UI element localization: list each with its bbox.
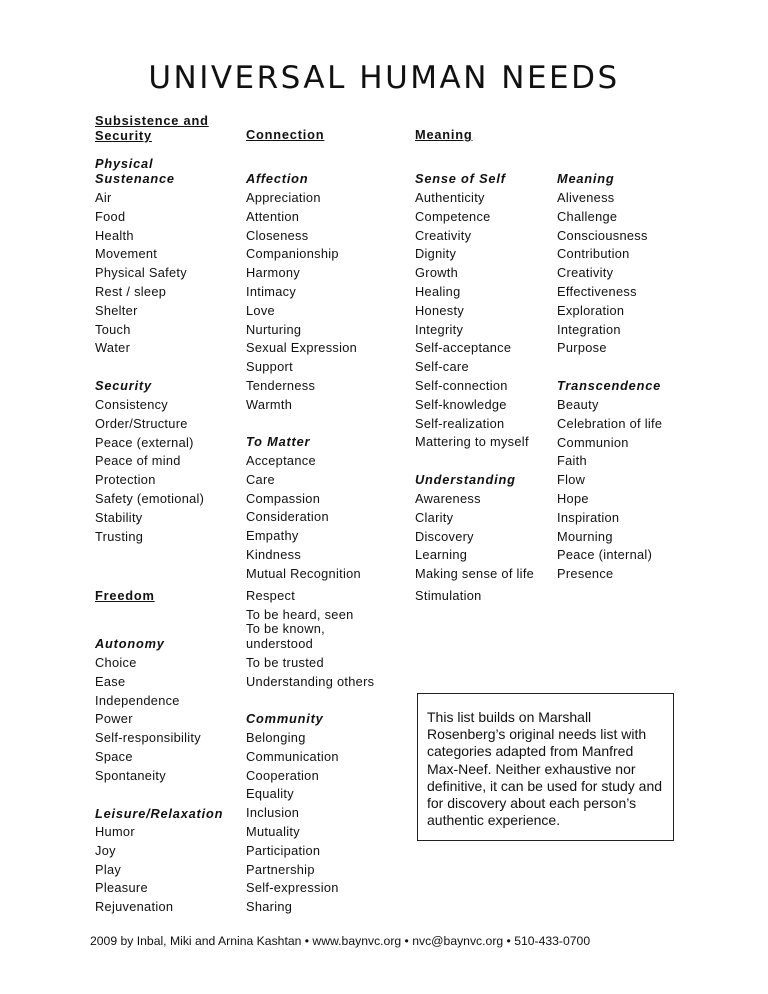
need-item: Authenticity: [415, 190, 485, 205]
need-item: Discovery: [415, 528, 474, 544]
category-label: Security: [95, 378, 152, 393]
need-item: Compassion: [246, 490, 321, 506]
need-item: Mattering to myself: [415, 434, 529, 450]
need-item: Effectiveness: [557, 284, 637, 299]
column-header: Connection: [246, 127, 325, 142]
need-item: Rejuvenation: [95, 899, 174, 915]
need-item: Power: [95, 711, 133, 727]
page-title: UNIVERSAL HUMAN NEEDS: [148, 60, 620, 96]
need-item: Independence: [95, 692, 180, 708]
need-item: Appreciation: [246, 190, 321, 205]
need-item: Faith: [557, 453, 587, 469]
footer: 2009 by Inbal, Miki and Arnina Kashtan • www.baynvc.org • nvc@baynvc.org • 510-433-0700: [90, 934, 591, 948]
need-item: Growth: [415, 265, 459, 281]
note-box: This list builds on Marshall Rosenberg’s original needs list with categories adapted from Manfred Max-Neef. Neither exhaustive nor definitive, it can be used for study and for discovery about each person’s authentic experience.: [417, 693, 674, 841]
need-item: Protection: [95, 472, 156, 488]
need-item: Self-acceptance: [415, 340, 512, 356]
need-item: Peace (external): [95, 434, 194, 450]
category-label: Meaning: [557, 171, 615, 186]
need-item: Dignity: [415, 246, 457, 262]
need-item: Care: [246, 471, 275, 487]
column-header: Security: [95, 128, 152, 143]
need-item: Attention: [246, 208, 300, 224]
need-item: Consciousness: [557, 227, 648, 243]
need-item: Kindness: [246, 547, 302, 562]
need-item: Ease: [95, 673, 126, 689]
category-label: Sense of Self: [415, 171, 506, 186]
need-item: Communion: [557, 434, 629, 450]
need-item: Communication: [246, 748, 339, 764]
need-item: Pleasure: [95, 880, 148, 896]
need-item: To be trusted: [246, 655, 324, 670]
need-item: Equality: [246, 786, 294, 802]
need-item: Challenge: [557, 208, 618, 224]
need-item: Competence: [415, 208, 491, 224]
need-item: Honesty: [415, 302, 465, 318]
column-header: Freedom: [95, 588, 155, 603]
need-item: Intimacy: [246, 284, 297, 299]
need-item: understood: [246, 636, 314, 651]
need-item: Warmth: [246, 396, 293, 412]
need-item: Humor: [95, 824, 135, 839]
need-item: Play: [95, 861, 122, 877]
need-item: Health: [95, 227, 134, 243]
need-item: Acceptance: [246, 453, 316, 468]
need-item: Contribution: [557, 246, 630, 262]
need-item: Inspiration: [557, 509, 620, 525]
need-item: Beauty: [557, 397, 599, 412]
need-item: Harmony: [246, 265, 301, 281]
need-item: Nurturing: [246, 321, 302, 337]
need-item: Peace of mind: [95, 453, 181, 469]
need-item: Understanding others: [246, 673, 375, 689]
need-item: Consideration: [246, 509, 329, 525]
need-item: Cooperation: [246, 767, 320, 783]
need-item: Celebration of life: [557, 415, 663, 431]
category-label: Leisure/Relaxation: [95, 806, 224, 821]
need-item: Inclusion: [246, 805, 300, 821]
need-item: Making sense of life: [415, 566, 535, 582]
need-item: Physical Safety: [95, 265, 187, 281]
need-item: Water: [95, 340, 131, 356]
column-header: Meaning: [415, 127, 473, 142]
need-item: Touch: [95, 321, 131, 337]
need-item: Hope: [557, 491, 589, 506]
need-item: Joy: [95, 842, 116, 858]
need-item: Choice: [95, 655, 137, 670]
need-item: Order/Structure: [95, 415, 188, 431]
need-item: Purpose: [557, 340, 607, 356]
category-label: Affection: [246, 171, 309, 186]
need-item: Movement: [95, 246, 158, 262]
need-item: Mourning: [557, 528, 613, 544]
need-item: Exploration: [557, 302, 625, 318]
need-item: Clarity: [415, 509, 454, 525]
need-item: Self-connection: [415, 378, 508, 393]
category-label: Autonomy: [95, 636, 165, 651]
need-item: Peace (internal): [557, 547, 653, 563]
need-item: Stability: [95, 509, 143, 525]
need-item: Integrity: [415, 321, 464, 337]
need-item: Healing: [415, 284, 461, 299]
need-item: Self-responsibility: [95, 730, 201, 746]
need-item: Partnership: [246, 861, 315, 877]
need-item: Food: [95, 208, 126, 224]
need-item: Support: [246, 359, 293, 375]
need-item: Belonging: [246, 730, 306, 745]
category-label: Understanding: [415, 472, 516, 487]
category-label: Physical: [95, 156, 154, 171]
need-item: Consistency: [95, 397, 169, 412]
need-item: Presence: [557, 566, 614, 582]
need-item: Stimulation: [415, 588, 482, 603]
need-item: To be known,: [246, 621, 326, 636]
need-item: Closeness: [246, 227, 309, 243]
need-item: Self-knowledge: [415, 396, 507, 412]
need-item: Aliveness: [557, 190, 615, 205]
need-item: Tenderness: [246, 378, 316, 393]
category-label: Sustenance: [95, 171, 175, 186]
need-item: To be heard, seen: [246, 607, 354, 622]
need-item: Creativity: [415, 227, 472, 243]
need-item: Sexual Expression: [246, 340, 358, 356]
need-item: Self-care: [415, 359, 469, 375]
column-header: Subsistence and: [95, 113, 209, 128]
need-item: Spontaneity: [95, 767, 166, 783]
need-item: Respect: [246, 588, 296, 603]
need-item: Awareness: [415, 491, 481, 506]
need-item: Safety (emotional): [95, 491, 205, 506]
need-item: Companionship: [246, 246, 339, 262]
need-item: Learning: [415, 547, 468, 563]
need-item: Flow: [557, 472, 586, 488]
need-item: Air: [95, 190, 112, 205]
need-item: Shelter: [95, 302, 138, 318]
need-item: Self-expression: [246, 880, 339, 896]
need-item: Love: [246, 302, 275, 318]
need-item: Self-realization: [415, 415, 505, 431]
need-item: Participation: [246, 842, 321, 858]
need-item: Rest / sleep: [95, 284, 167, 299]
need-item: Mutual Recognition: [246, 565, 361, 581]
need-item: Creativity: [557, 265, 614, 281]
need-item: Trusting: [95, 528, 144, 544]
category-label: Community: [246, 711, 324, 726]
need-item: Mutuality: [246, 824, 300, 839]
need-item: Sharing: [246, 899, 293, 915]
need-item: Space: [95, 749, 133, 764]
need-item: Integration: [557, 321, 621, 337]
category-label: Transcendence: [557, 378, 662, 393]
category-label: To Matter: [246, 434, 311, 449]
need-item: Empathy: [246, 528, 299, 544]
